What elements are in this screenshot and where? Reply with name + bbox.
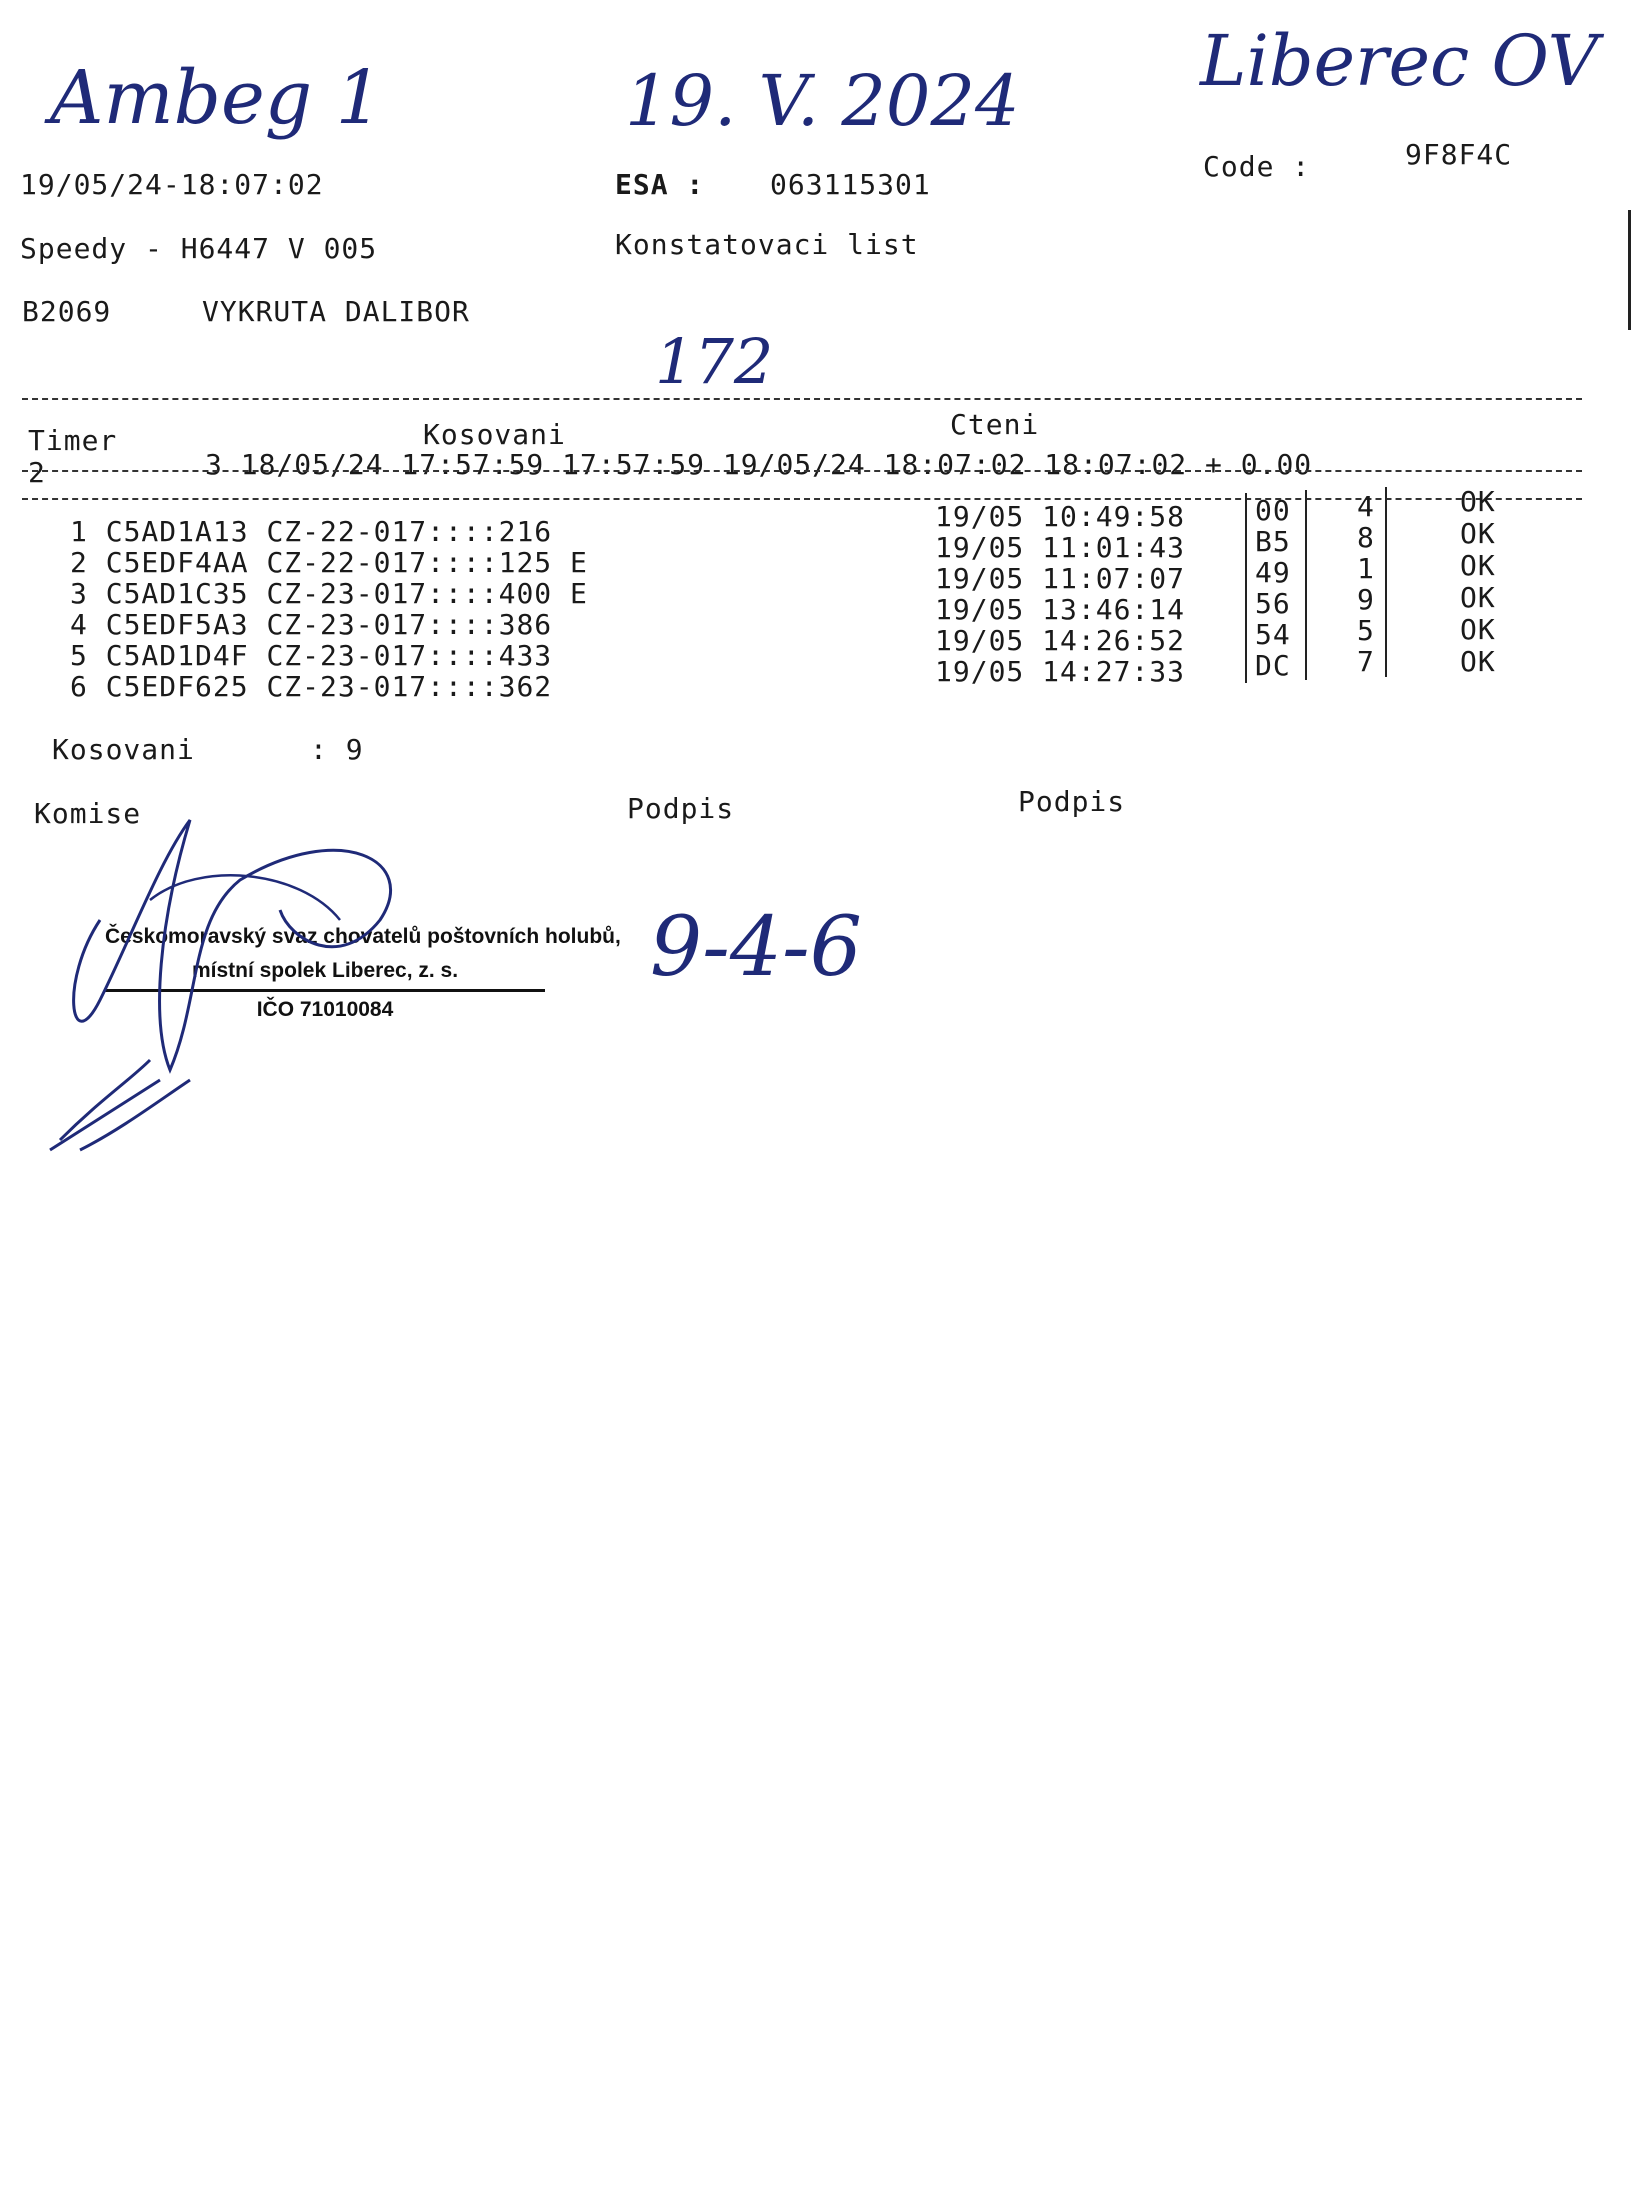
arrival-time: 19/05 11:07:07 — [935, 562, 1186, 595]
member-name: VYKRUTA DALIBOR — [202, 295, 470, 328]
table-row — [70, 670, 552, 703]
chip-id: C5AD1D4F — [105, 639, 249, 672]
table-row — [70, 515, 552, 548]
arrival-time: 19/05 14:27:33 — [935, 655, 1186, 688]
position-value: 5 — [1357, 614, 1375, 647]
position-value: 4 — [1357, 490, 1375, 523]
table-row — [70, 577, 588, 610]
antenna-code: 56 — [1255, 587, 1291, 620]
antenna-code: DC — [1255, 649, 1291, 682]
kosovani-column-label: Kosovani — [423, 418, 566, 451]
row-number: 2 — [70, 546, 88, 579]
kosovani-summary-value: : 9 — [310, 733, 364, 766]
ring-number: CZ-22-017::::125 — [266, 546, 553, 579]
row-number: 5 — [70, 639, 88, 672]
row-number: 6 — [70, 670, 88, 703]
status-value: OK — [1460, 517, 1496, 550]
timer-label: Timer — [28, 424, 118, 457]
separator-mid — [22, 470, 1582, 472]
antenna-code: B5 — [1255, 525, 1291, 558]
row-flag: E — [570, 546, 588, 579]
member-id: B2069 — [22, 295, 112, 328]
antenna-code: 54 — [1255, 618, 1291, 651]
antenna-code: 00 — [1255, 494, 1291, 527]
column-divider — [1385, 487, 1387, 677]
timer-line: 3 18/05/24 17:57:59 17:57:59 19/05/24 18:07:02 18:07:02 + 0.00 — [205, 448, 1313, 481]
position-value: 9 — [1357, 583, 1375, 616]
separator-top — [22, 398, 1582, 400]
separator-bottom — [22, 498, 1582, 500]
handwritten-score: 9-4-6 — [650, 900, 862, 995]
antenna-code: 49 — [1255, 556, 1291, 589]
ring-number: CZ-23-017::::400 — [266, 577, 553, 610]
status-value: OK — [1460, 485, 1496, 518]
row-number: 1 — [70, 515, 88, 548]
chip-id: C5EDF4AA — [105, 546, 249, 579]
chip-id: C5AD1C35 — [105, 577, 249, 610]
podpis-label-1: Podpis — [627, 792, 735, 825]
stamp-line-2: místní spolek Liberec, z. s. — [191, 959, 459, 982]
arrival-time: 19/05 14:26:52 — [935, 624, 1186, 657]
chip-id: C5EDF5A3 — [105, 608, 249, 641]
status-value: OK — [1460, 645, 1496, 678]
table-row — [70, 546, 588, 579]
position-value: 7 — [1357, 645, 1375, 678]
kosovani-summary-label: Kosovani — [52, 733, 195, 766]
podpis-label-2: Podpis — [1018, 785, 1126, 818]
document-title: Konstatovaci list — [615, 228, 919, 261]
print-datetime: 19/05/24-18:07:02 — [20, 168, 324, 201]
handwritten-date: 19. V. 2024 — [625, 60, 1020, 142]
arrival-time: 19/05 11:01:43 — [935, 531, 1186, 564]
stamp-line-3: IČO 71010084 — [256, 998, 394, 1021]
handwritten-number: 172 — [655, 325, 774, 398]
row-number: 4 — [70, 608, 88, 641]
handwritten-club: Liberec OV — [1200, 20, 1599, 102]
ring-number: CZ-23-017::::433 — [266, 639, 553, 672]
row-flag: E — [570, 577, 588, 610]
esa-label: ESA : — [615, 168, 705, 201]
code-value: 9F8F4C — [1405, 138, 1513, 171]
chip-id: C5EDF625 — [105, 670, 249, 703]
ring-number: CZ-23-017::::386 — [266, 608, 553, 641]
chip-id: C5AD1A13 — [105, 515, 249, 548]
table-row — [70, 639, 552, 672]
column-divider — [1305, 490, 1307, 680]
ring-number: CZ-23-017::::362 — [266, 670, 553, 703]
position-value: 1 — [1357, 552, 1375, 585]
scan-edge-mark — [1628, 210, 1631, 330]
stamp-line-1: Českomoravský svaz chovatelů poštovních holubů, — [105, 925, 621, 948]
komise-label: Komise — [34, 797, 142, 830]
handwritten-race-name: Ambeg 1 — [50, 55, 383, 141]
column-divider — [1245, 493, 1247, 683]
commission-signature — [40, 800, 460, 1160]
row-number: 3 — [70, 577, 88, 610]
status-value: OK — [1460, 581, 1496, 614]
arrival-time: 19/05 10:49:58 — [935, 500, 1186, 533]
status-value: OK — [1460, 549, 1496, 582]
timer-value: 2 — [28, 456, 46, 489]
status-value: OK — [1460, 613, 1496, 646]
arrival-time: 19/05 13:46:14 — [935, 593, 1186, 626]
table-row — [70, 608, 552, 641]
ring-number: CZ-22-017::::216 — [266, 515, 553, 548]
position-value: 8 — [1357, 521, 1375, 554]
device-info: Speedy - H6447 V 005 — [20, 232, 378, 265]
code-label: Code : — [1203, 150, 1311, 183]
esa-value: 063115301 — [770, 168, 931, 201]
cteni-column-label: Cteni — [950, 408, 1040, 441]
